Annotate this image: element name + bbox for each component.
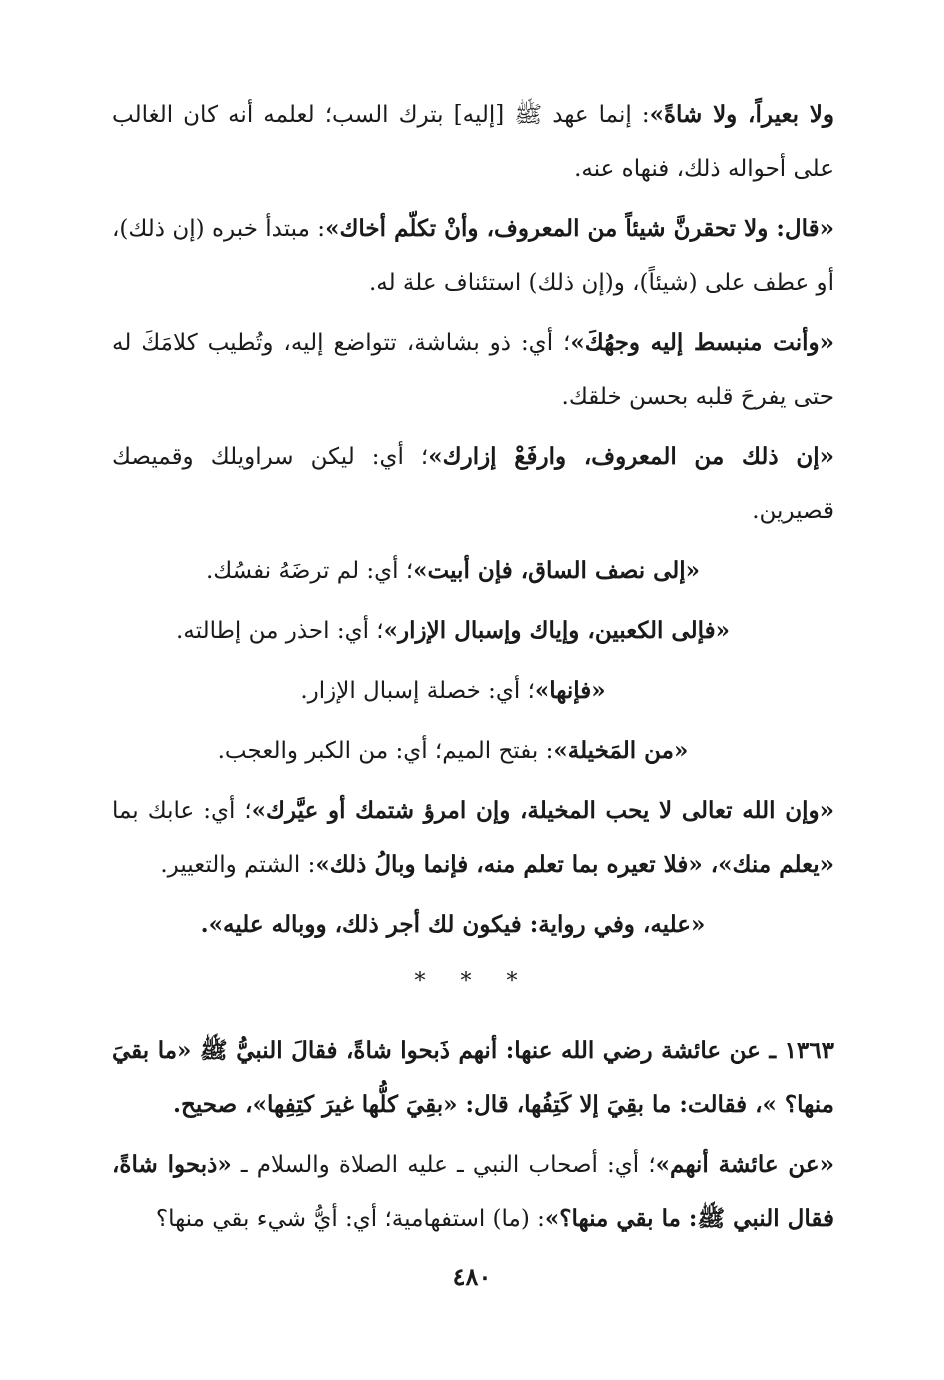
quoted-text: «إن ذلك من المعروف، وارفَعْ إزارك»: [428, 443, 834, 470]
paragraph: [112, 664, 834, 718]
commentary-text: ؛ أي: عابك بما: [112, 798, 252, 824]
quoted-text: ولا بعيراً، ولا شاةً»: [649, 101, 834, 128]
section-divider: * * *: [414, 969, 532, 994]
paragraph: [112, 316, 834, 424]
quoted-text: «وأنت منبسط إليه وجهُكَ»: [570, 329, 834, 356]
paragraph: [112, 1024, 834, 1132]
paragraph: [112, 898, 834, 952]
paragraph: [112, 544, 834, 598]
paragraph: [112, 724, 834, 778]
quoted-text: «من المَخيلة»: [553, 737, 689, 764]
quoted-text: «قال: ولا تحقرنَّ شيئاً من المعروف، وأنْ تكلّم أخاك»: [325, 215, 835, 242]
page-number: ٤٨٠: [452, 1262, 492, 1291]
commentary-text: : (ما) استفهامية؛ أي: أيُّ شيء بقي منها؟: [155, 1206, 545, 1232]
paragraph: [112, 202, 834, 310]
quoted-text: «عن عائشة أنهم»: [655, 1151, 834, 1178]
paragraph: [112, 1138, 834, 1246]
commentary-text: ؛ أي: خصلة إسبال الإزار.: [300, 678, 535, 704]
quoted-text: «وإن الله تعالى لا يحب المخيلة، وإن امرؤ شتمك أو عيَّرك»: [251, 797, 835, 824]
commentary-text: : الشتم والتعيير.: [160, 852, 316, 878]
commentary-text: ؛ أي: ليكن سراويلك وقميصك قصيرين.: [112, 444, 834, 524]
commentary-text: ؛ أي: ذو بشاشة، تتواضع إليه، وتُطيب كلامَكَ له حتى يفرحَ قلبه بحسن خلقك.: [112, 330, 834, 410]
quoted-text: «ذبحوا شاةً، فقال النبي ﷺ: ما بقي منها؟»: [112, 1151, 834, 1232]
commentary-text: ؛ أي: لم ترضَهُ نفسُك.: [205, 558, 414, 584]
quoted-text: ١٣٦٣ ـ عن عائشة رضي الله عنها:: [497, 1037, 834, 1064]
commentary-text: : مبتدأ خبره (إن ذلك)، أو عطف على (شيئاً)، و(إن ذلك) استئناف علة له.: [112, 216, 834, 296]
paragraph: [112, 604, 834, 658]
quoted-text: أنهم ذَبحوا شاةً، فقالَ النبيُّ ﷺ «ما بقيَ منها؟ »، فقالت: ما بقِيَ إلا كَتِفُها، قال: «بقِيَ كلُّها غيرَ كتِفِها»، صحيح.: [112, 1037, 834, 1118]
quoted-text: «فإنها»: [534, 677, 606, 704]
hadith-section: [112, 1024, 834, 1246]
quoted-text: «يعلم منك»، «فلا تعيره بما تعلم منه، فإنما وبالُ ذلك»: [315, 851, 834, 878]
quoted-text: «عليه، وفي رواية: فيكون لك أجر ذلك، ووباله عليه».: [200, 911, 706, 938]
paragraph: [112, 430, 834, 538]
commentary-text: ؛ أي: أصحاب النبي ـ عليه الصلاة والسلام ـ: [231, 1152, 656, 1178]
quoted-text: «فإلى الكعبين، وإياك وإسبال الإزار»: [383, 617, 730, 644]
commentary-text: : إنما عهد ﷺ [إليه] بترك السب؛ لعلمه أنه كان الغالب على أحواله ذلك، فنهاه عنه.: [112, 102, 834, 182]
quoted-text: «إلى نصف الساق، فإن أبيت»: [413, 557, 701, 584]
paragraph: [112, 784, 834, 892]
commentary-text: ؛ أي: احذر من إطالته.: [176, 618, 384, 644]
commentary-text: : بفتح الميم؛ أي: من الكبر والعجب.: [217, 738, 554, 764]
body-text: [112, 88, 834, 952]
paragraph: [112, 88, 834, 196]
